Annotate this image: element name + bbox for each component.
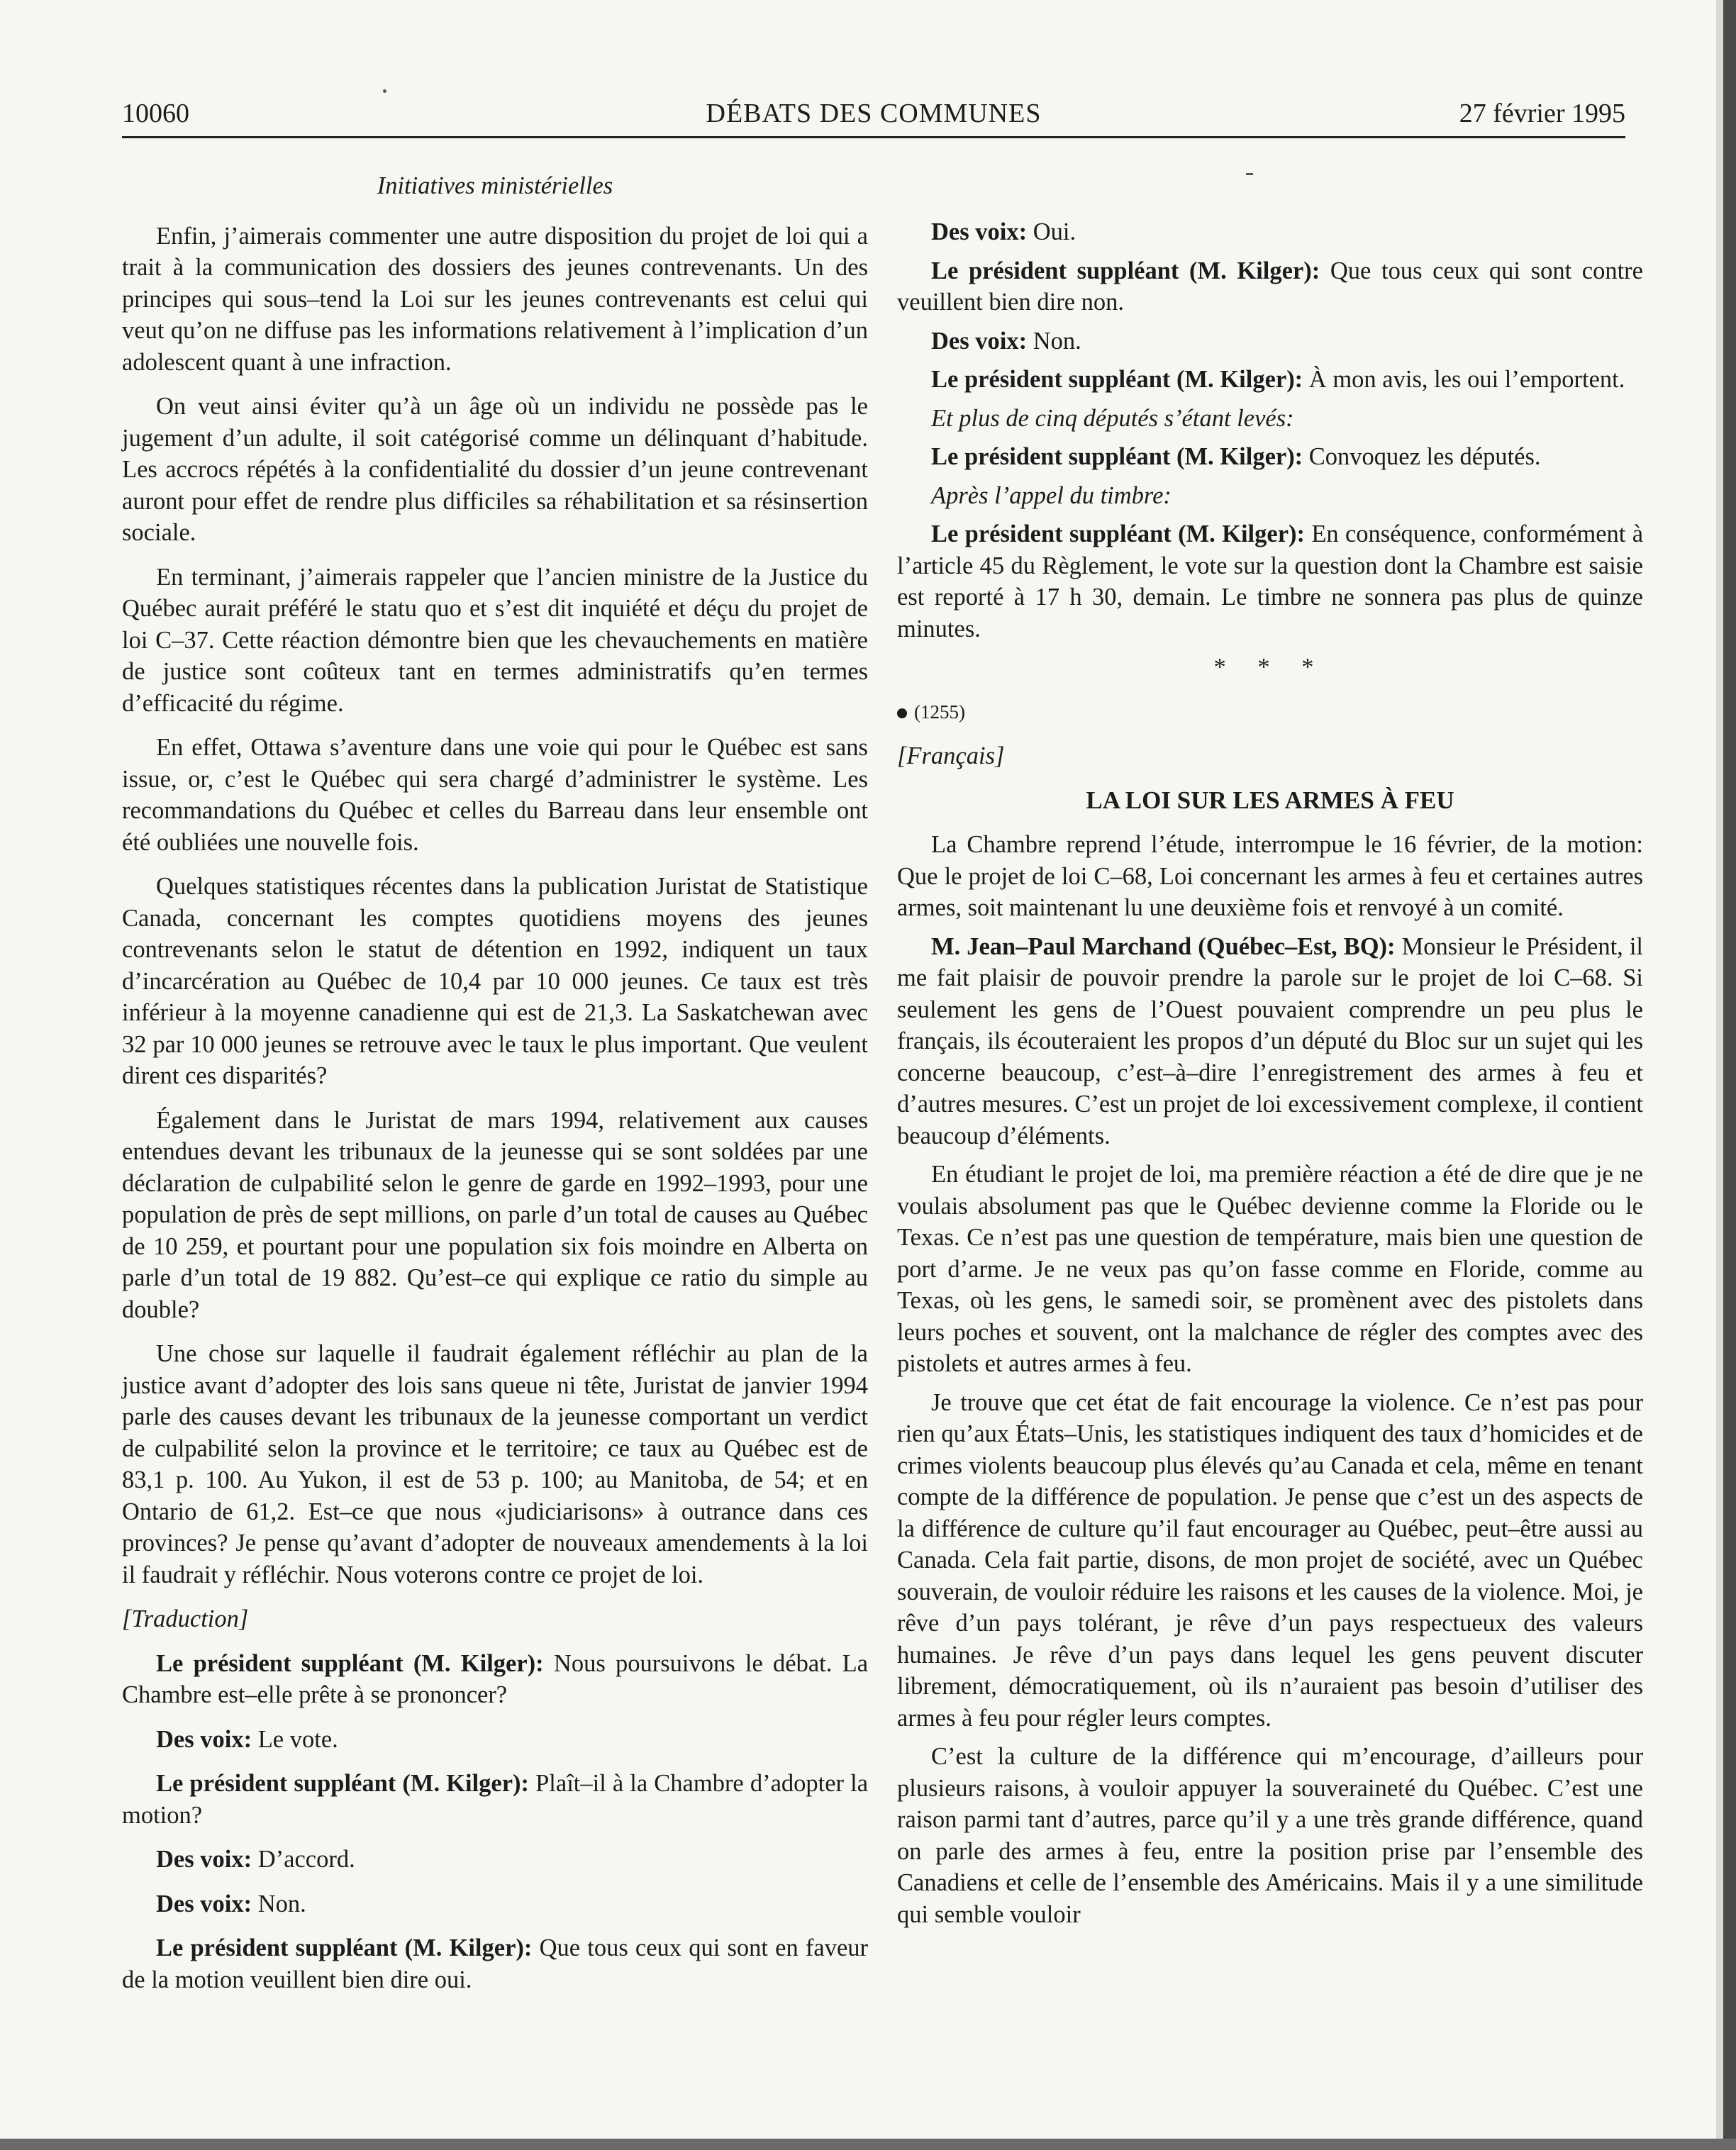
- paragraph: Une chose sur laquelle il faudrait également réfléchir au plan de la justice avant d’adopter des lois sans queue ni tête, Juristat de janvier 1994 parle des causes devant les tribunaux de la jeunesse comportant un verdict de culpabilité selon la province et le territoire; ce taux au Québec est de 83,1 p. 100. Au Yukon, il est de 53 p. 100; au Manitoba, de 54; et en Ontario de 61,2. Est–ce que nous «judiciarisons» à outrance dans ces provinces? Je pense qu’avant d’adopter de nouveaux amendements à la loi il faudrait y réfléchir. Nous voterons contre ce projet de loi.: [122, 1340, 868, 1588]
- voices-label: Des voix:: [156, 1725, 252, 1753]
- page-number: 10060: [122, 99, 189, 128]
- speech-text: À mon avis, les oui l’emportent.: [1308, 366, 1625, 393]
- speech: [897, 441, 1643, 473]
- speaker-name: Le président suppléant (M. Kilger):: [931, 366, 1303, 393]
- paragraph: Également dans le Juristat de mars 1994, relativement aux causes entendues devant les tribunaux de la jeunesse qui se sont soldées par une déclaration de culpabilité selon le genre de garde en 1992–1993, pour une population de près de sept millions, on parle d’un total de causes au Québec de 10 259, et pourtant pour une population six fois moindre en Alberta on parle d’un total de 19 882. Qu’est–ce qui explique ce ratio du simple au double?: [122, 1106, 868, 1323]
- speech-text: Non.: [257, 1890, 306, 1917]
- translation-tag: [Traduction]: [122, 1605, 249, 1632]
- time-stamp-text: (1255): [914, 701, 965, 723]
- scan-bottom-edge: [0, 2139, 1736, 2150]
- speech: [897, 931, 1643, 1152]
- speech-text: Non.: [1033, 327, 1081, 355]
- paragraph: Quelques statistiques récentes dans la publication Juristat de Statistique Canada, concernant les comptes quotidiens moyens des jeunes contrevenants selon le statut de détention en 1992, indiquent un taux d’incarcération au Québec de 10,4 par 10 000 jeunes. Ce taux est très inférieur à la moyenne canadienne qui est de 21,3. La Saskatchewan avec 32 par 10 000 jeunes se retrouve avec le taux le plus important. Que veulent dirent ces disparités?: [122, 873, 868, 1089]
- left-column: [122, 170, 868, 2008]
- speaker-name: Le président suppléant (M. Kilger):: [156, 1934, 533, 1961]
- procedural-note: Après l’appel du timbre:: [931, 481, 1172, 509]
- speech-text: Oui.: [1033, 218, 1076, 245]
- paragraph: Enfin, j’aimerais commenter une autre disposition du projet de loi qui a trait à la communication des dossiers des jeunes contrevenants. Un des principes qui sous–tend la Loi sur les jeunes contrevenants est celui qui veut qu’on ne diffuse pas les informations relativement à l’implication d’un adolescent quant à une infraction.: [122, 222, 868, 376]
- speech-text: Convoquez les députés.: [1308, 443, 1541, 470]
- paragraph: On veut ainsi éviter qu’à un âge où un individu ne possède pas le jugement d’un adulte, il soit catégorisé comme un délinquant d’habitude. Les accrocs répétés à la confidentialité du dossier d’un jeune contrevenant auront pour effet de rendre plus difficiles sa réhabilitation et sa résinsertion sociale.: [122, 393, 868, 546]
- paragraph: C’est la culture de la différence qui m’encourage, d’ailleurs pour plusieurs raisons, à vouloir appuyer la souveraineté du Québec. C’est une raison parmi tant d’autres, parce qu’il y a une très grande différence, quand on parle des armes à feu, entre la position prise par l’ensemble des Canadiens et celle de l’ensemble des Américains. Mais il y a une similitude qui semble vouloir: [897, 1743, 1643, 1928]
- speech: [122, 1888, 868, 1920]
- publication-title: DÉBATS DES COMMUNES: [706, 99, 1042, 128]
- section-separator: * * *: [1213, 654, 1327, 681]
- speech: [897, 518, 1643, 645]
- bullet-icon: [897, 708, 907, 718]
- speech-text: Plaît–il à la Chambre d’adopter la motion?: [122, 1770, 869, 1829]
- language-tag: [Français]: [897, 742, 1005, 769]
- speech-text: Le vote.: [257, 1725, 338, 1753]
- voices-label: Des voix:: [156, 1890, 252, 1917]
- speech-text: D’accord.: [257, 1846, 355, 1873]
- scan-border: [1723, 0, 1736, 2150]
- page-date: 27 février 1995: [1459, 99, 1625, 128]
- speaker-name: Le président suppléant (M. Kilger):: [931, 443, 1303, 470]
- voices-label: Des voix:: [931, 218, 1028, 245]
- section-heading: Initiatives ministérielles: [377, 172, 613, 199]
- speaker-name: Le président suppléant (M. Kilger):: [931, 520, 1305, 547]
- speech: [897, 255, 1643, 318]
- paragraph: En étudiant le projet de loi, ma première réaction a été de dire que je ne voulais absolument pas que le Québec devienne comme la Floride ou le Texas. Ce n’est pas une question de température, mais bien une question de port d’arme. Je ne veux pas qu’on fasse comme en Floride, comme au Texas, où les gens, le samedi soir, se promènent avec des pistolets dans leurs poches et souvent, ont la malchance de régler des comptes avec des pistolets et autres armes à feu.: [897, 1161, 1643, 1377]
- speech: [122, 1932, 868, 1995]
- debate-title: LA LOI SUR LES ARMES À FEU: [1086, 786, 1454, 814]
- right-column: [897, 216, 1643, 1937]
- speech-text: Que tous ceux qui sont contre veuillent bien dire non.: [897, 257, 1643, 316]
- page-header: [122, 92, 1625, 135]
- header-rule: [122, 136, 1625, 138]
- paragraph: En effet, Ottawa s’aventure dans une voie qui pour le Québec est sans issue, or, c’est le Québec qui sera chargé d’administrer le système. Les recommandations du Québec et celles du Barreau dans leur ensemble ont été oubliées une nouvelle fois.: [122, 734, 868, 856]
- scan-speck: [1246, 173, 1253, 175]
- member-name: M. Jean–Paul Marchand (Québec–Est, BQ):: [931, 932, 1396, 960]
- paragraph: La Chambre reprend l’étude, interrompue le 16 février, de la motion: Que le projet de loi C–68, Loi concernant les armes à feu et certaines autres armes, soit maintenant lu une deuxième fois et renvoyé à un comité.: [897, 831, 1643, 921]
- paragraph: Je trouve que cet état de fait encourage la violence. Ce n’est pas pour rien qu’aux États–Unis, les statistiques indiquent des taux d’homicides et de crimes violents beaucoup plus élevés qu’au Canada et cela, même en tenant compte de la différence de population. Je pense que c’est un des aspects de la différence de culture qu’il faut encourager au Québec, peut–être aussi au Canada. Cela fait partie, disons, de mon projet de société, avec un Québec souverain, de vouloir réduire les raisons et les causes de la violence. Moi, je rêve d’un pays tolérant, je rêve d’un pays respectueux des valeurs humaines. Je rêve d’un pays dans lequel les gens peuvent discuter librement, démocratiquement, où ils n’auraient pas besoin d’utiliser des armes à feu pour régler leurs comptes.: [897, 1388, 1643, 1732]
- speech: [897, 364, 1643, 396]
- speech-text: Que tous ceux qui sont en faveur de la motion veuillent bien dire oui.: [122, 1934, 869, 1993]
- speaker-name: Le président suppléant (M. Kilger):: [156, 1770, 530, 1797]
- scan-edge: [1716, 0, 1723, 2150]
- speech-text: Monsieur le Président, il me fait plaisir de pouvoir prendre la parole sur le projet de loi C–68. Si seulement les gens de l’Ouest pouvaient comprendre un peu plus le français, ils écouteraient les propos d’un député du Bloc sur un sujet qui les concerne beaucoup, c’est–à–dire l’enregistrement des armes à feu et d’autres mesures. C’est un projet de loi excessivement complexe, il contient beaucoup d’éléments.: [897, 932, 1643, 1149]
- speech: [122, 1724, 868, 1756]
- speech-text: Nous poursuivons le débat. La Chambre est–elle prête à se prononcer?: [122, 1649, 869, 1708]
- time-stamp: [897, 696, 1643, 728]
- speaker-name: Le président suppléant (M. Kilger):: [156, 1649, 544, 1677]
- speech-text: En conséquence, conformément à l’article 45 du Règlement, le vote sur la question dont la Chambre est saisie est reporté à 17 h 30, demain. Le timbre ne sonnera pas plus de quinze minutes.: [897, 520, 1644, 642]
- speaker-name: Le président suppléant (M. Kilger):: [931, 257, 1320, 284]
- voices-label: Des voix:: [156, 1846, 252, 1873]
- speech: [122, 1844, 868, 1876]
- procedural-note: Et plus de cinq députés s’étant levés:: [931, 404, 1294, 432]
- speech: [122, 1768, 868, 1831]
- speech: [122, 1648, 868, 1711]
- voices-label: Des voix:: [931, 327, 1028, 355]
- speech: [897, 216, 1643, 248]
- paragraph: En terminant, j’aimerais rappeler que l’ancien ministre de la Justice du Québec aurait préféré le statu quo et s’est dit inquiété et déçu du projet de loi C–37. Cette réaction démontre bien que les chevauchements en matière de justice sont coûteux tant en termes administratifs qu’en termes d’efficacité du régime.: [122, 563, 868, 717]
- speech: [897, 325, 1643, 357]
